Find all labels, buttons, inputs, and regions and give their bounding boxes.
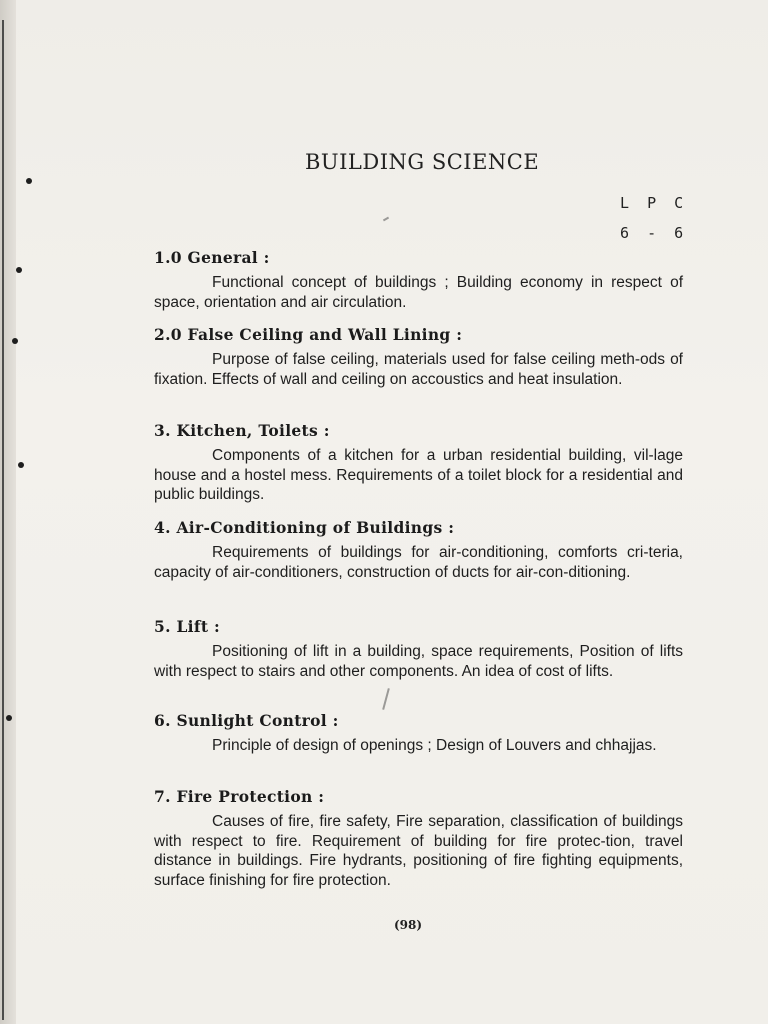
section-air-conditioning: [148, 518, 683, 582]
binding-line: [2, 20, 4, 1020]
page-title: BUILDING SCIENCE: [305, 150, 540, 174]
section-kitchen-toilets: [148, 421, 683, 505]
punch-hole-icon: [16, 267, 22, 273]
punch-hole-icon: [12, 338, 18, 344]
section-body: Causes of fire, fire safety, Fire separation, classification of buildings with respect to fire. Requirement of building for fire protec-tion, travel distance in buildings. Fire hydrants, positioning of fire fighting equipments, surface finishing for fire protection.: [154, 813, 683, 889]
lpc-header: L P C: [620, 194, 684, 212]
section-heading: 6. Sunlight Control :: [154, 711, 339, 730]
section-heading: 7. Fire Protection :: [154, 787, 325, 806]
page-binding-edge: [0, 0, 16, 1024]
section-body: Principle of design of openings ; Design of Louvers and chhajjas.: [212, 737, 657, 754]
section-body: Requirements of buildings for air-conditioning, comforts cri-teria, capacity of air-conditioners, construction of ducts for air-con-ditioning.: [154, 544, 683, 581]
section-heading: 4. Air-Conditioning of Buildings :: [154, 518, 455, 537]
section-heading: 3. Kitchen, Toilets :: [154, 421, 330, 440]
section-false-ceiling: [148, 325, 683, 389]
punch-hole-icon: [6, 715, 12, 721]
lpc-block: [620, 188, 683, 248]
section-body: Functional concept of buildings ; Building economy in respect of space, orientation and air circulation.: [154, 274, 683, 311]
lpc-values: 6 - 6: [620, 224, 684, 242]
section-heading: 1.0 General :: [154, 248, 270, 267]
page-number: (98): [394, 918, 423, 932]
punch-hole-icon: [26, 178, 32, 184]
ink-speck: [383, 217, 389, 222]
ink-speck: [382, 688, 390, 710]
section-body: Positioning of lift in a building, space requirements, Position of lifts with respect to stairs and other components. An idea of cost of lifts.: [154, 643, 683, 680]
section-lift: [148, 617, 683, 681]
section-sunlight-control: [148, 711, 683, 756]
section-body: Components of a kitchen for a urban residential building, vil-lage house and a hostel mess. Requirements of a toilet block for a residential and public buildings.: [154, 447, 683, 503]
punch-hole-icon: [18, 462, 24, 468]
section-heading: 2.0 False Ceiling and Wall Lining :: [154, 325, 463, 344]
section-body: Purpose of false ceiling, materials used for false ceiling meth-ods of fixation. Effects of wall and ceiling on accoustics and heat insulation.: [154, 351, 683, 388]
section-fire-protection: [148, 787, 683, 890]
section-general: [148, 248, 683, 312]
section-heading: 5. Lift :: [154, 617, 221, 636]
